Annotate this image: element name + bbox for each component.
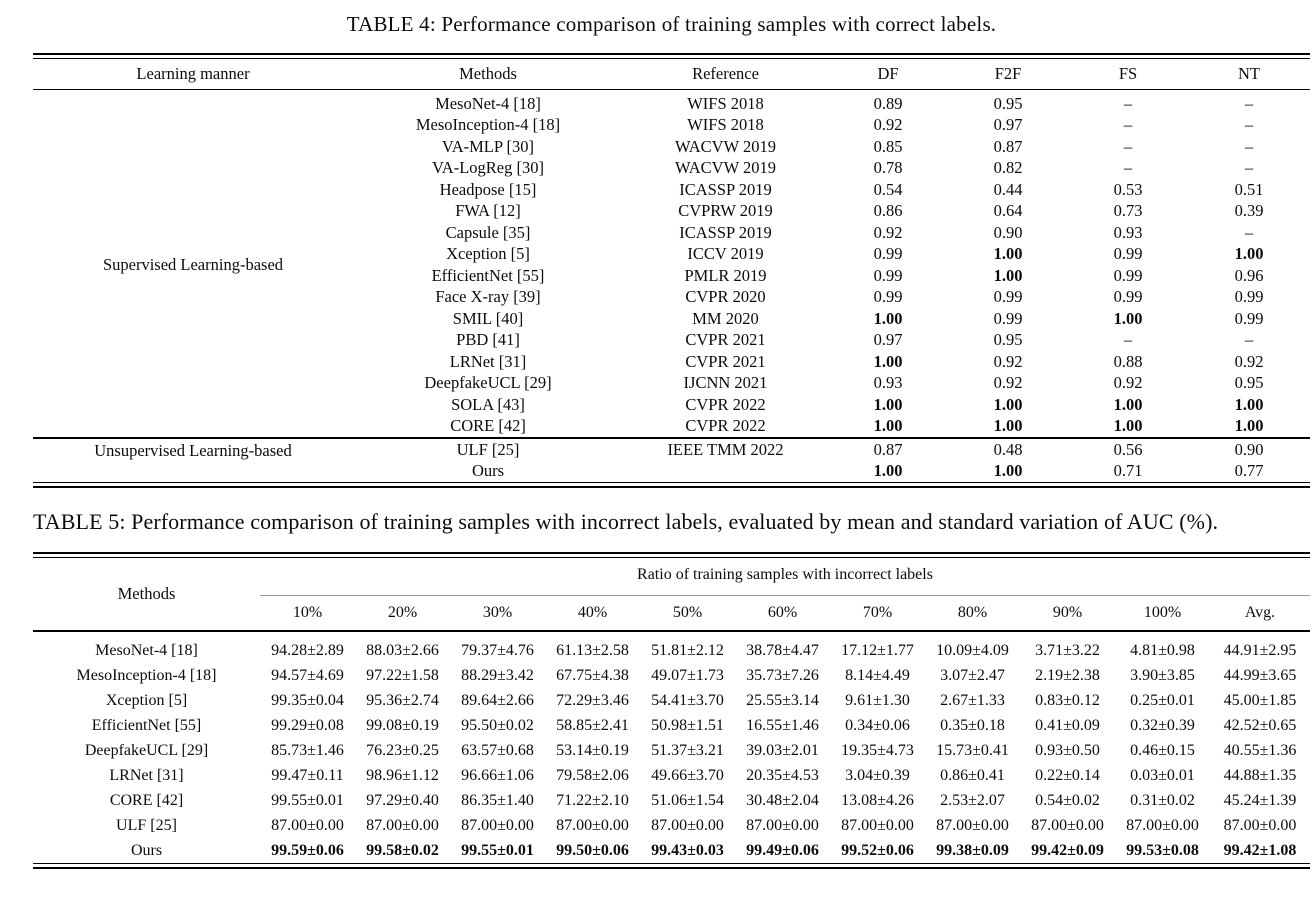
table4-header-fs: FS (1068, 59, 1188, 90)
score-cell: – (1123, 136, 1133, 156)
auc-cell: 0.54±0.02 (1035, 791, 1100, 809)
score-cell: 0.44 (993, 179, 1023, 199)
score-cell: 0.71 (1113, 461, 1143, 481)
score-cell: 1.00 (1113, 416, 1143, 436)
auc-cell: 99.53±0.08 (1126, 841, 1199, 859)
auc-cell: 51.81±2.12 (651, 641, 724, 659)
auc-cell: 76.23±0.25 (366, 741, 439, 759)
auc-cell: 95.50±0.02 (461, 716, 534, 734)
table5-header-ratio-group: Ratio of training samples with incorrect labels (260, 558, 1310, 596)
auc-cell: 50.98±1.51 (651, 716, 724, 734)
reference-cell: PMLR 2019 (684, 265, 767, 285)
table5-row (33, 763, 1310, 788)
auc-cell: 99.29±0.08 (271, 716, 344, 734)
auc-cell: 16.55±1.46 (746, 716, 819, 734)
score-cell: 0.99 (1113, 265, 1143, 285)
score-cell: 0.90 (993, 222, 1023, 242)
table4-header-df: DF (828, 59, 948, 90)
table5-container (33, 552, 1310, 869)
method-cell: ULF [25] (353, 438, 623, 461)
method-cell: LRNet [31] (109, 766, 184, 784)
auc-cell: 3.07±2.47 (940, 666, 1005, 684)
auc-cell: 0.86±0.41 (940, 766, 1005, 784)
auc-cell: 0.41±0.09 (1035, 716, 1100, 734)
auc-cell: 45.24±1.39 (1223, 791, 1297, 809)
method-cell: MesoInception-4 [18] (415, 115, 561, 135)
table5 (33, 557, 1310, 864)
auc-cell: 67.75±4.38 (556, 666, 629, 684)
method-cell: Capsule [35] (445, 222, 531, 242)
method-cell: Headpose [15] (439, 179, 537, 199)
score-cell: 0.99 (873, 287, 903, 307)
auc-cell: 0.46±0.15 (1130, 741, 1195, 759)
score-cell: 1.00 (873, 461, 903, 481)
auc-cell: 99.52±0.06 (841, 841, 914, 859)
score-cell: 0.96 (1234, 265, 1264, 285)
auc-cell: 94.28±2.89 (271, 641, 344, 659)
auc-cell: 49.66±3.70 (651, 766, 724, 784)
score-cell: 0.97 (993, 115, 1023, 135)
auc-cell: 79.37±4.76 (461, 641, 534, 659)
auc-cell: 87.00±0.00 (366, 816, 439, 834)
reference-cell: CVPR 2021 (685, 351, 766, 371)
auc-cell: 8.14±4.49 (845, 666, 910, 684)
auc-cell: 0.22±0.14 (1035, 766, 1100, 784)
score-cell: 0.99 (1234, 287, 1264, 307)
score-cell: 1.00 (873, 351, 903, 371)
table5-subheader-cell: 70% (830, 596, 925, 632)
table4 (33, 58, 1310, 483)
method-cell: DeepfakeUCL [29] (424, 373, 552, 393)
table5-subheader-cell: 10% (260, 596, 355, 632)
auc-cell: 63.57±0.68 (461, 741, 534, 759)
score-cell: 0.88 (1113, 351, 1143, 371)
score-cell: – (1244, 222, 1254, 242)
method-cell: FWA [12] (455, 201, 521, 221)
table5-subheader-cell: 90% (1020, 596, 1115, 632)
auc-cell: 0.83±0.12 (1035, 691, 1100, 709)
table5-row (33, 688, 1310, 713)
auc-cell: 0.25±0.01 (1130, 691, 1195, 709)
auc-cell: 25.55±3.14 (746, 691, 819, 709)
reference-cell: CVPRW 2019 (678, 201, 773, 221)
score-cell: 0.92 (1113, 373, 1143, 393)
auc-cell: 9.61±1.30 (845, 691, 910, 709)
auc-cell: 45.00±1.85 (1223, 691, 1297, 709)
auc-cell: 97.29±0.40 (366, 791, 439, 809)
auc-cell: 87.00±0.00 (936, 816, 1009, 834)
score-cell: – (1244, 136, 1254, 156)
score-cell: 0.86 (873, 201, 903, 221)
reference-cell: WACVW 2019 (675, 158, 776, 178)
auc-cell: 87.00±0.00 (271, 816, 344, 834)
score-cell: 0.92 (1234, 351, 1264, 371)
table5-caption: TABLE 5: Performance comparison of training samples with incorrect labels, evaluated by mean and standard variation of AUC (%). (33, 509, 1219, 534)
score-cell: 0.95 (1234, 373, 1264, 393)
score-cell: 0.85 (873, 136, 903, 156)
reference-cell: WIFS 2018 (687, 93, 764, 113)
method-cell: Ours (471, 461, 505, 481)
auc-cell: 99.58±0.02 (366, 841, 439, 859)
auc-cell: 99.43±0.03 (651, 841, 724, 859)
score-cell: – (1244, 93, 1254, 113)
learning-manner-cell: Unsupervised Learning-based (33, 438, 353, 483)
score-cell: 0.95 (993, 93, 1023, 113)
table4-header-nt: NT (1188, 59, 1310, 90)
score-cell: 1.00 (993, 394, 1023, 414)
score-cell: – (1244, 330, 1254, 350)
table4-header-learning-manner: Learning manner (33, 59, 353, 90)
method-cell: VA-MLP [30] (441, 136, 535, 156)
score-cell: 0.93 (873, 373, 903, 393)
auc-cell: 0.03±0.01 (1130, 766, 1195, 784)
auc-cell: 98.96±1.12 (366, 766, 439, 784)
learning-manner-cell: Supervised Learning-based (102, 255, 284, 274)
auc-cell: 71.22±2.10 (556, 791, 629, 809)
score-cell: – (1244, 158, 1254, 178)
score-cell: 0.48 (948, 438, 1068, 461)
score-cell: – (1123, 330, 1133, 350)
score-cell: 0.92 (873, 222, 903, 242)
score-cell: 0.99 (1113, 244, 1143, 264)
reference-cell: MM 2020 (692, 308, 759, 328)
auc-cell: 99.55±0.01 (271, 791, 344, 809)
auc-cell: 87.00±0.00 (1223, 816, 1297, 834)
method-cell: VA-LogReg [30] (432, 158, 544, 178)
auc-cell: 2.53±2.07 (940, 791, 1005, 809)
table5-row (33, 713, 1310, 738)
auc-cell: 3.90±3.85 (1130, 666, 1195, 684)
auc-cell: 4.81±0.98 (1130, 641, 1195, 659)
table4-caption: TABLE 4: Performance comparison of training samples with correct labels. (346, 12, 997, 36)
table5-row (33, 738, 1310, 763)
score-cell: 0.56 (1068, 438, 1188, 461)
table5-subheader-cell: Avg. (1210, 596, 1310, 632)
auc-cell: 99.42±0.09 (1031, 841, 1104, 859)
auc-cell: 87.00±0.00 (1126, 816, 1199, 834)
table5-subheader-cell: 60% (735, 596, 830, 632)
method-cell: MesoInception-4 [18] (76, 666, 217, 684)
reference-cell: IEEE TMM 2022 (623, 438, 828, 461)
table4-header-row (33, 59, 1310, 90)
score-cell: 0.77 (1234, 461, 1264, 481)
score-cell: 1.00 (1234, 394, 1264, 414)
reference-cell: WIFS 2018 (687, 115, 764, 135)
table5-subheader-cell: 80% (925, 596, 1020, 632)
method-cell: ULF [25] (116, 816, 177, 834)
table5-header-methods: Methods (33, 558, 260, 632)
method-cell: SMIL [40] (452, 308, 524, 328)
score-cell: – (1123, 158, 1133, 178)
auc-cell: 87.00±0.00 (651, 816, 724, 834)
table4-header-methods: Methods (353, 59, 623, 90)
auc-cell: 87.00±0.00 (556, 816, 629, 834)
auc-cell: 35.73±7.26 (746, 666, 819, 684)
score-cell: 0.87 (828, 438, 948, 461)
method-cell: PBD [41] (456, 330, 520, 350)
auc-cell: 44.99±3.65 (1223, 666, 1297, 684)
reference-cell: ICCV 2019 (687, 244, 764, 264)
method-cell: CORE [42] (450, 416, 526, 436)
reference-cell (623, 461, 828, 483)
auc-cell: 0.31±0.02 (1130, 791, 1195, 809)
auc-cell: 0.35±0.18 (940, 716, 1005, 734)
score-cell: 1.00 (873, 308, 903, 328)
auc-cell: 99.55±0.01 (461, 841, 534, 859)
table5-row (33, 788, 1310, 813)
reference-cell: CVPR 2022 (685, 416, 766, 436)
table5-subheader-cell: 100% (1115, 596, 1210, 632)
auc-cell: 30.48±2.04 (746, 791, 819, 809)
auc-cell: 3.71±3.22 (1035, 641, 1100, 659)
score-cell: 1.00 (1113, 308, 1143, 328)
score-cell: 1.00 (993, 244, 1023, 264)
table4-row (33, 438, 1310, 461)
auc-cell: 40.55±1.36 (1223, 741, 1297, 759)
score-cell: 0.39 (1234, 201, 1264, 221)
auc-cell: 94.57±4.69 (271, 666, 344, 684)
method-cell: Ours (130, 841, 163, 859)
auc-cell: 2.19±2.38 (1035, 666, 1100, 684)
auc-cell: 17.12±1.77 (841, 641, 914, 659)
auc-cell: 54.41±3.70 (651, 691, 724, 709)
method-cell: EfficientNet [55] (91, 716, 202, 734)
auc-cell: 51.06±1.54 (651, 791, 724, 809)
score-cell: 0.99 (1113, 287, 1143, 307)
table4-row (33, 90, 1310, 115)
method-cell: SOLA [43] (451, 394, 525, 414)
table5-row (33, 813, 1310, 838)
table5-subheader-cell: 20% (355, 596, 450, 632)
score-cell: 1.00 (1234, 244, 1264, 264)
auc-cell: 99.47±0.11 (271, 766, 344, 784)
auc-cell: 39.03±2.01 (746, 741, 819, 759)
score-cell: 0.99 (873, 265, 903, 285)
score-cell: 0.95 (993, 330, 1023, 350)
reference-cell: ICASSP 2019 (679, 222, 772, 242)
table4-header-f2f: F2F (948, 59, 1068, 90)
score-cell: – (1244, 115, 1254, 135)
method-cell: Xception [5] (105, 691, 188, 709)
auc-cell: 51.37±3.21 (651, 741, 724, 759)
score-cell: 0.90 (1188, 438, 1310, 461)
score-cell: 0.99 (873, 244, 903, 264)
auc-cell: 99.50±0.06 (556, 841, 629, 859)
score-cell: 1.00 (873, 394, 903, 414)
score-cell: 0.64 (993, 201, 1023, 221)
score-cell: – (1123, 115, 1133, 135)
auc-cell: 61.13±2.58 (556, 641, 629, 659)
reference-cell: CVPR 2021 (685, 330, 766, 350)
table5-row (33, 838, 1310, 864)
auc-cell: 95.36±2.74 (366, 691, 439, 709)
auc-cell: 79.58±2.06 (556, 766, 629, 784)
score-cell: 0.92 (993, 351, 1023, 371)
score-cell: 0.99 (993, 308, 1023, 328)
auc-cell: 72.29±3.46 (556, 691, 629, 709)
auc-cell: 49.07±1.73 (651, 666, 724, 684)
method-cell: CORE [42] (109, 791, 184, 809)
auc-cell: 87.00±0.00 (746, 816, 819, 834)
reference-cell: WACVW 2019 (675, 136, 776, 156)
score-cell: 0.78 (873, 158, 903, 178)
reference-cell: IJCNN 2021 (683, 373, 768, 393)
score-cell: 0.89 (873, 93, 903, 113)
auc-cell: 87.00±0.00 (461, 816, 534, 834)
table4-container (33, 53, 1310, 488)
auc-cell: 97.22±1.58 (366, 666, 439, 684)
auc-cell: 2.67±1.33 (940, 691, 1005, 709)
score-cell: 1.00 (993, 265, 1023, 285)
score-cell: 0.99 (1234, 308, 1264, 328)
method-cell: Xception [5] (446, 244, 530, 264)
score-cell: 0.99 (993, 287, 1023, 307)
reference-cell: ICASSP 2019 (679, 179, 772, 199)
auc-cell: 0.93±0.50 (1035, 741, 1100, 759)
auc-cell: 20.35±4.53 (746, 766, 819, 784)
auc-cell: 85.73±1.46 (271, 741, 344, 759)
score-cell: 0.53 (1113, 179, 1143, 199)
table5-subheader-cell: 50% (640, 596, 735, 632)
auc-cell: 0.34±0.06 (845, 716, 910, 734)
score-cell: 0.82 (993, 158, 1023, 178)
auc-cell: 99.49±0.06 (746, 841, 819, 859)
auc-cell: 99.38±0.09 (936, 841, 1009, 859)
score-cell: 1.00 (993, 416, 1023, 436)
auc-cell: 38.78±4.47 (746, 641, 819, 659)
score-cell: 0.92 (993, 373, 1023, 393)
table5-row (33, 663, 1310, 688)
auc-cell: 13.08±4.26 (841, 791, 914, 809)
table5-subheader-cell: 30% (450, 596, 545, 632)
table4-header-reference: Reference (623, 59, 828, 90)
auc-cell: 89.64±2.66 (461, 691, 534, 709)
auc-cell: 19.35±4.73 (841, 741, 914, 759)
auc-cell: 3.04±0.39 (845, 766, 910, 784)
auc-cell: 87.00±0.00 (1031, 816, 1104, 834)
score-cell: 1.00 (993, 461, 1023, 481)
auc-cell: 53.14±0.19 (556, 741, 629, 759)
auc-cell: 44.91±2.95 (1223, 641, 1297, 659)
score-cell: 1.00 (1113, 394, 1143, 414)
auc-cell: 10.09±4.09 (936, 641, 1009, 659)
score-cell: 0.73 (1113, 201, 1143, 221)
method-cell: EfficientNet [55] (431, 265, 545, 285)
auc-cell: 0.32±0.39 (1130, 716, 1195, 734)
method-cell: DeepfakeUCL [29] (84, 741, 209, 759)
reference-cell: CVPR 2022 (685, 394, 766, 414)
score-cell: 0.93 (1113, 222, 1143, 242)
auc-cell: 15.73±0.41 (936, 741, 1009, 759)
auc-cell: 88.29±3.42 (461, 666, 534, 684)
auc-cell: 99.42±1.08 (1223, 841, 1297, 859)
table5-group-header-row (33, 558, 1310, 596)
table5-row (33, 631, 1310, 663)
method-cell: MesoNet-4 [18] (435, 93, 541, 113)
auc-cell: 58.85±2.41 (556, 716, 629, 734)
score-cell: – (1123, 93, 1133, 113)
reference-cell: CVPR 2020 (685, 287, 766, 307)
score-cell: 0.97 (873, 330, 903, 350)
auc-cell: 44.88±1.35 (1223, 766, 1297, 784)
score-cell: 0.51 (1234, 179, 1264, 199)
auc-cell: 96.66±1.06 (461, 766, 534, 784)
auc-cell: 88.03±2.66 (366, 641, 439, 659)
auc-cell: 86.35±1.40 (461, 791, 534, 809)
auc-cell: 99.08±0.19 (366, 716, 439, 734)
auc-cell: 87.00±0.00 (841, 816, 914, 834)
score-cell: 1.00 (1234, 416, 1264, 436)
auc-cell: 42.52±0.65 (1223, 716, 1297, 734)
method-cell: MesoNet-4 [18] (95, 641, 198, 659)
auc-cell: 99.59±0.06 (271, 841, 344, 859)
score-cell: 0.92 (873, 115, 903, 135)
score-cell: 0.54 (873, 179, 903, 199)
method-cell: LRNet [31] (449, 351, 527, 371)
score-cell: 1.00 (873, 416, 903, 436)
auc-cell: 99.35±0.04 (271, 691, 344, 709)
table5-subheader-cell: 40% (545, 596, 640, 632)
score-cell: 0.87 (993, 136, 1023, 156)
method-cell: Face X-ray [39] (435, 287, 541, 307)
